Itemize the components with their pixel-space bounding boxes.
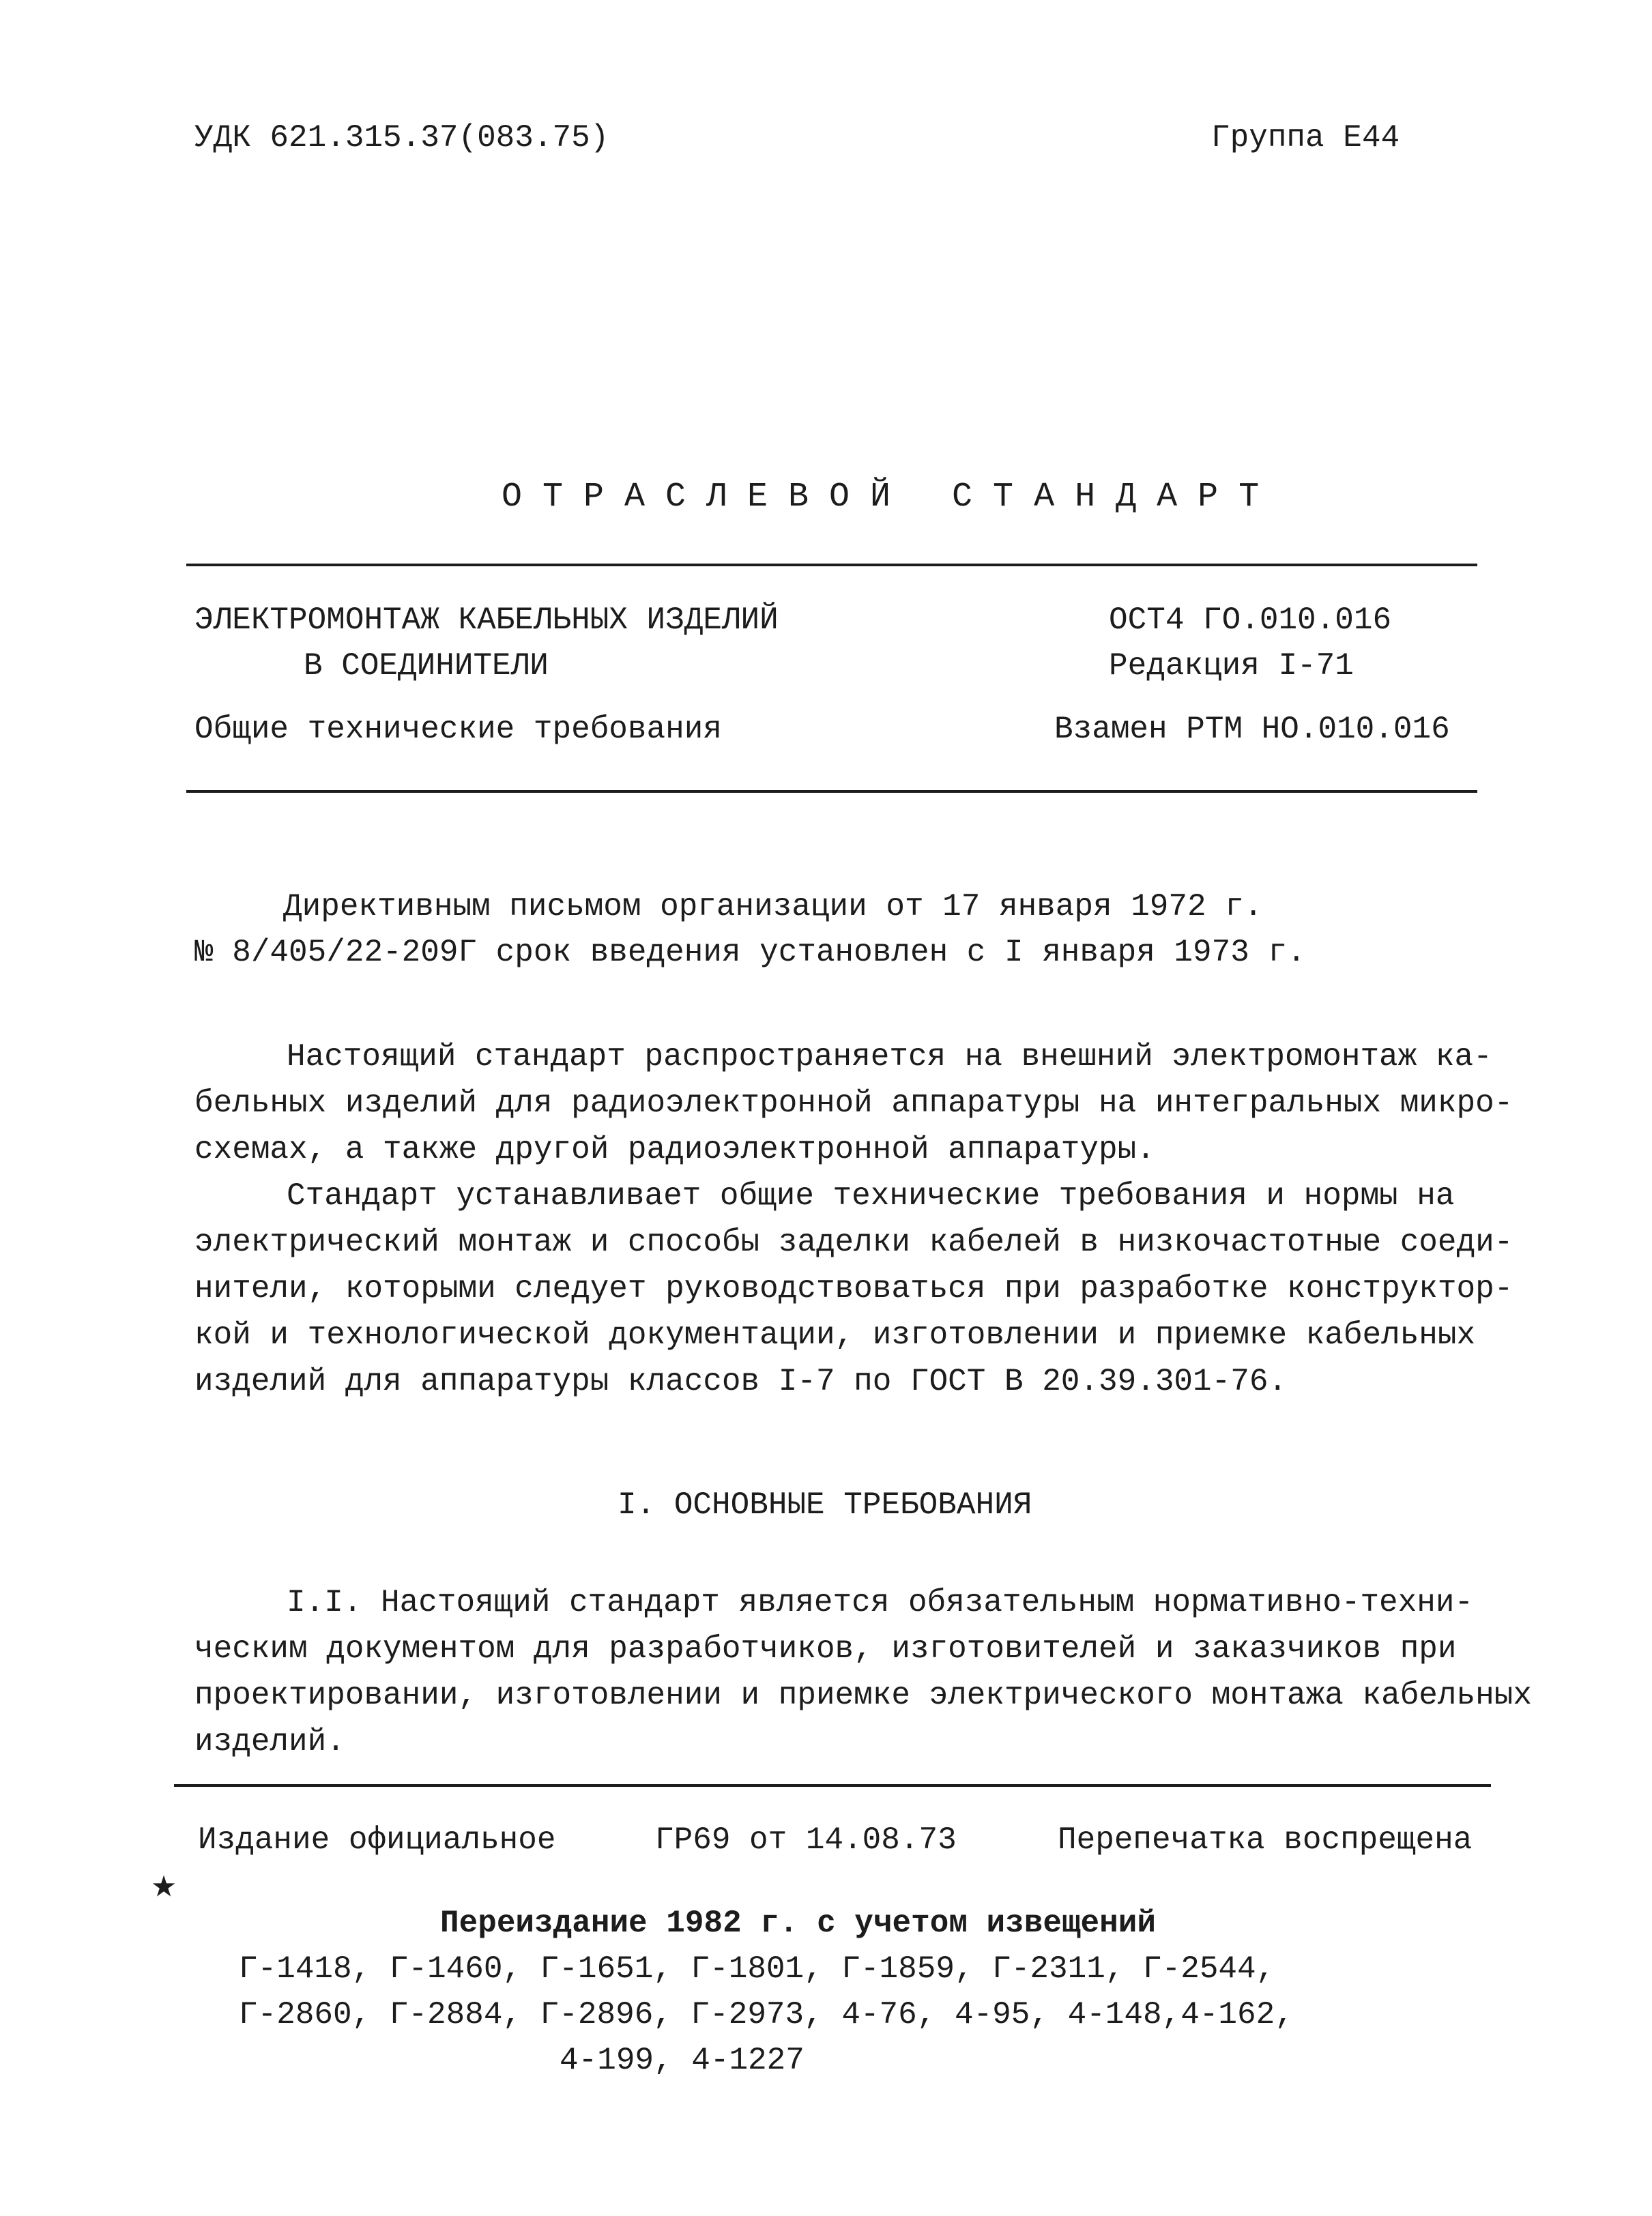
notices-line3: 4-199, 4-1227 xyxy=(560,2043,805,2078)
intro-p1-line1: Настоящий стандарт распространяется на внешний электромонтаж ка- xyxy=(287,1039,1492,1075)
directive-line2: № 8/405/22-209Г срок введения установлен с I января 1973 г. xyxy=(194,935,1306,970)
intro-p2-line4: кой и технологической документации, изготовлении и приемке кабельных xyxy=(194,1317,1476,1353)
notices-line1: Г-1418, Г-1460, Г-1651, Г-1801, Г-1859, Г-2311, Г-2544, xyxy=(239,1951,1275,1987)
udk-code: УДК 621.315.37(083.75) xyxy=(194,120,609,156)
clause-1-1-line1: I.I. Настоящий стандарт является обязательным нормативно-техни- xyxy=(287,1585,1474,1620)
standard-replaces: Взамен РТМ НО.010.016 xyxy=(1054,712,1450,747)
title-block-top-rule xyxy=(186,564,1477,566)
intro-p2-line2: электрический монтаж и способы заделки кабелей в низкочастотные соеди- xyxy=(194,1225,1513,1260)
footer-rule xyxy=(174,1784,1491,1787)
clause-1-1-line4: изделий. xyxy=(194,1724,345,1760)
reissue-title: Переиздание 1982 г. с учетом извещений xyxy=(440,1906,1156,1941)
clause-1-1-line2: ческим документом для разработчиков, изготовителей и заказчиков при xyxy=(194,1631,1457,1667)
directive-line1: Директивным письмом организации от 17 января 1972 г. xyxy=(283,889,1263,924)
intro-p2-line5: изделий для аппаратуры классов I-7 по ГОСТ В 20.39.301-76. xyxy=(194,1364,1288,1399)
standard-subtitle: Общие технические требования xyxy=(194,712,722,747)
intro-p1-line2: бельных изделий для радиоэлектронной аппаратуры на интегральных микро- xyxy=(194,1085,1513,1121)
intro-p2-line1: Стандарт устанавливает общие технические требования и нормы на xyxy=(287,1178,1455,1214)
standard-edition: Редакция I-71 xyxy=(1109,648,1354,684)
section-heading: I. ОСНОВНЫЕ ТРЕБОВАНИЯ xyxy=(618,1487,1032,1523)
registration-info: ГР69 от 14.08.73 xyxy=(655,1822,957,1858)
intro-p1-line3: схемах, а также другой радиоэлектронной аппаратуры. xyxy=(194,1132,1155,1167)
page-title: ОТРАСЛЕВОЙ СТАНДАРТ xyxy=(502,478,1280,516)
standard-name-line1: ЭЛЕКТРОМОНТАЖ КАБЕЛЬНЫХ ИЗДЕЛИЙ xyxy=(194,602,779,638)
reprint-notice: Перепечатка воспрещена xyxy=(1058,1822,1473,1858)
notices-line2: Г-2860, Г-2884, Г-2896, Г-2973, 4-76, 4-95, 4-148,4-162, xyxy=(239,1997,1294,2032)
star-icon: ★ xyxy=(151,1863,177,1910)
standard-code: ОСТ4 ГО.010.016 xyxy=(1109,602,1392,638)
official-edition: Издание официальное xyxy=(198,1822,556,1858)
intro-p2-line3: нители, которыми следует руководствоваться при разработке конструктор- xyxy=(194,1271,1513,1307)
group-code: Группа Е44 xyxy=(1211,120,1400,156)
standard-name-line2: В СОЕДИНИТЕЛИ xyxy=(304,648,549,684)
title-block-bottom-rule xyxy=(186,790,1477,793)
clause-1-1-line3: проектировании, изготовлении и приемке электрического монтажа кабельных xyxy=(194,1678,1532,1713)
